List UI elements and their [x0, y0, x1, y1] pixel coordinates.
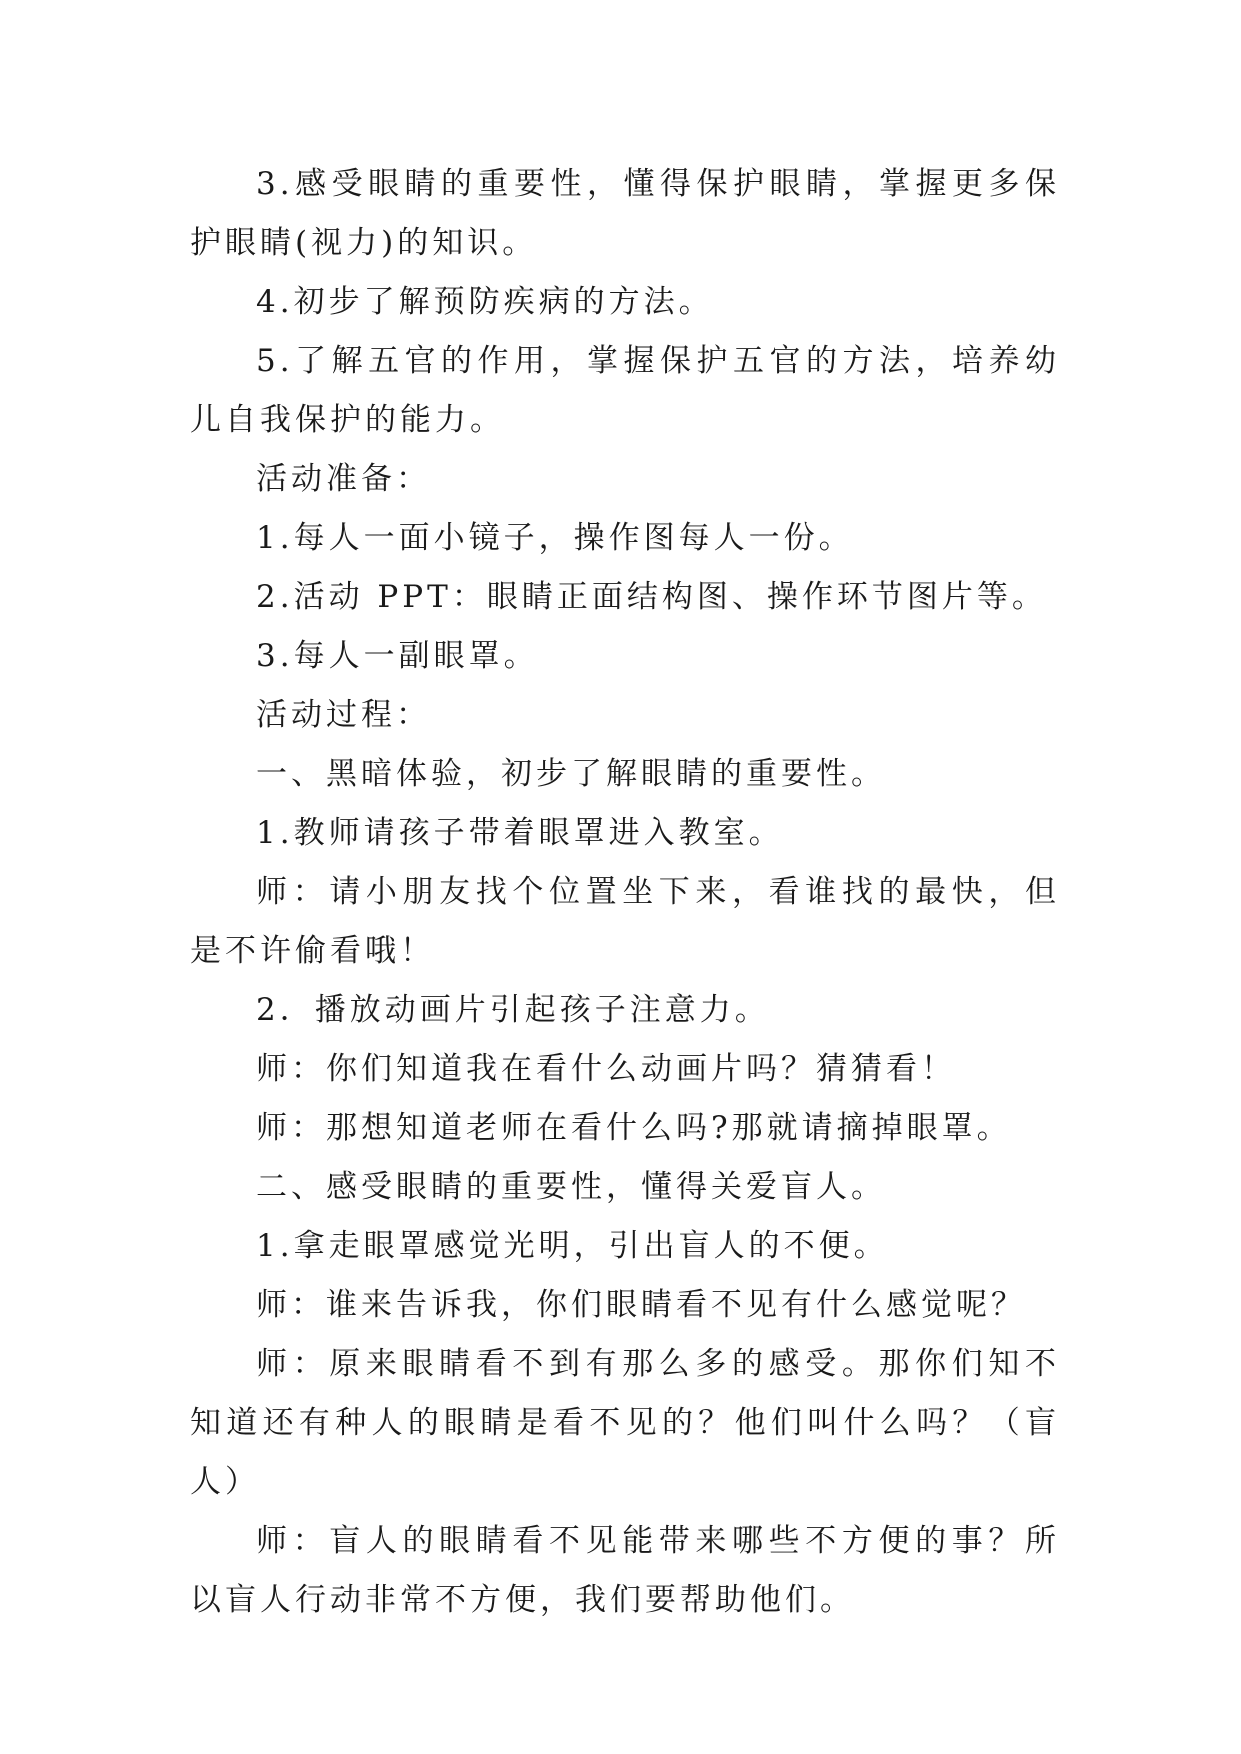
paragraph-teacher-line: 师：原来眼睛看不到有那么多的感受。那你们知不知道还有种人的眼睛是看不见的？他们叫什么吗？（盲人） — [190, 1346, 1060, 1500]
paragraph-step-1-1: 1.教师请孩子带着眼罩进入教室。 — [256, 815, 784, 851]
section-heading-2: 二、感受眼睛的重要性，懂得关爱盲人。 — [256, 1169, 886, 1205]
paragraph-prep-3: 3.每人一副眼罩。 — [256, 638, 539, 674]
paragraph-prep-2: 2.活动 PPT：眼睛正面结构图、操作环节图片等。 — [256, 579, 1047, 615]
section-heading-1: 一、黑暗体验，初步了解眼睛的重要性。 — [256, 756, 886, 792]
paragraph-teacher-line: 师：谁来告诉我，你们眼睛看不见有什么感觉呢？ — [256, 1287, 1026, 1323]
paragraph-teacher-line: 师：盲人的眼睛看不见能带来哪些不方便的事？所以盲人行动非常不方便，我们要帮助他们。 — [190, 1523, 1060, 1618]
paragraph-step-1-2: 2．播放动画片引起孩子注意力。 — [256, 992, 770, 1028]
paragraph-goal-3: 3.感受眼睛的重要性，懂得保护眼睛，掌握更多保护眼睛(视力)的知识。 — [190, 166, 1060, 261]
heading-preparation: 活动准备： — [256, 461, 431, 497]
heading-process: 活动过程： — [256, 697, 431, 733]
paragraph-teacher-line: 师：那想知道老师在看什么吗?那就请摘掉眼罩。 — [256, 1110, 1012, 1146]
paragraph-goal-4: 4.初步了解预防疾病的方法。 — [256, 284, 714, 320]
paragraph-teacher-line: 师：你们知道我在看什么动画片吗？猜猜看！ — [256, 1051, 956, 1087]
paragraph-teacher-line: 师：请小朋友找个位置坐下来，看谁找的最快，但是不许偷看哦！ — [190, 874, 1060, 969]
paragraph-prep-1: 1.每人一面小镜子，操作图每人一份。 — [256, 520, 854, 556]
document-body — [190, 155, 1060, 1630]
paragraph-step-2-1: 1.拿走眼罩感觉光明，引出盲人的不便。 — [256, 1228, 889, 1264]
paragraph-goal-5: 5.了解五官的作用，掌握保护五官的方法，培养幼儿自我保护的能力。 — [190, 343, 1060, 438]
